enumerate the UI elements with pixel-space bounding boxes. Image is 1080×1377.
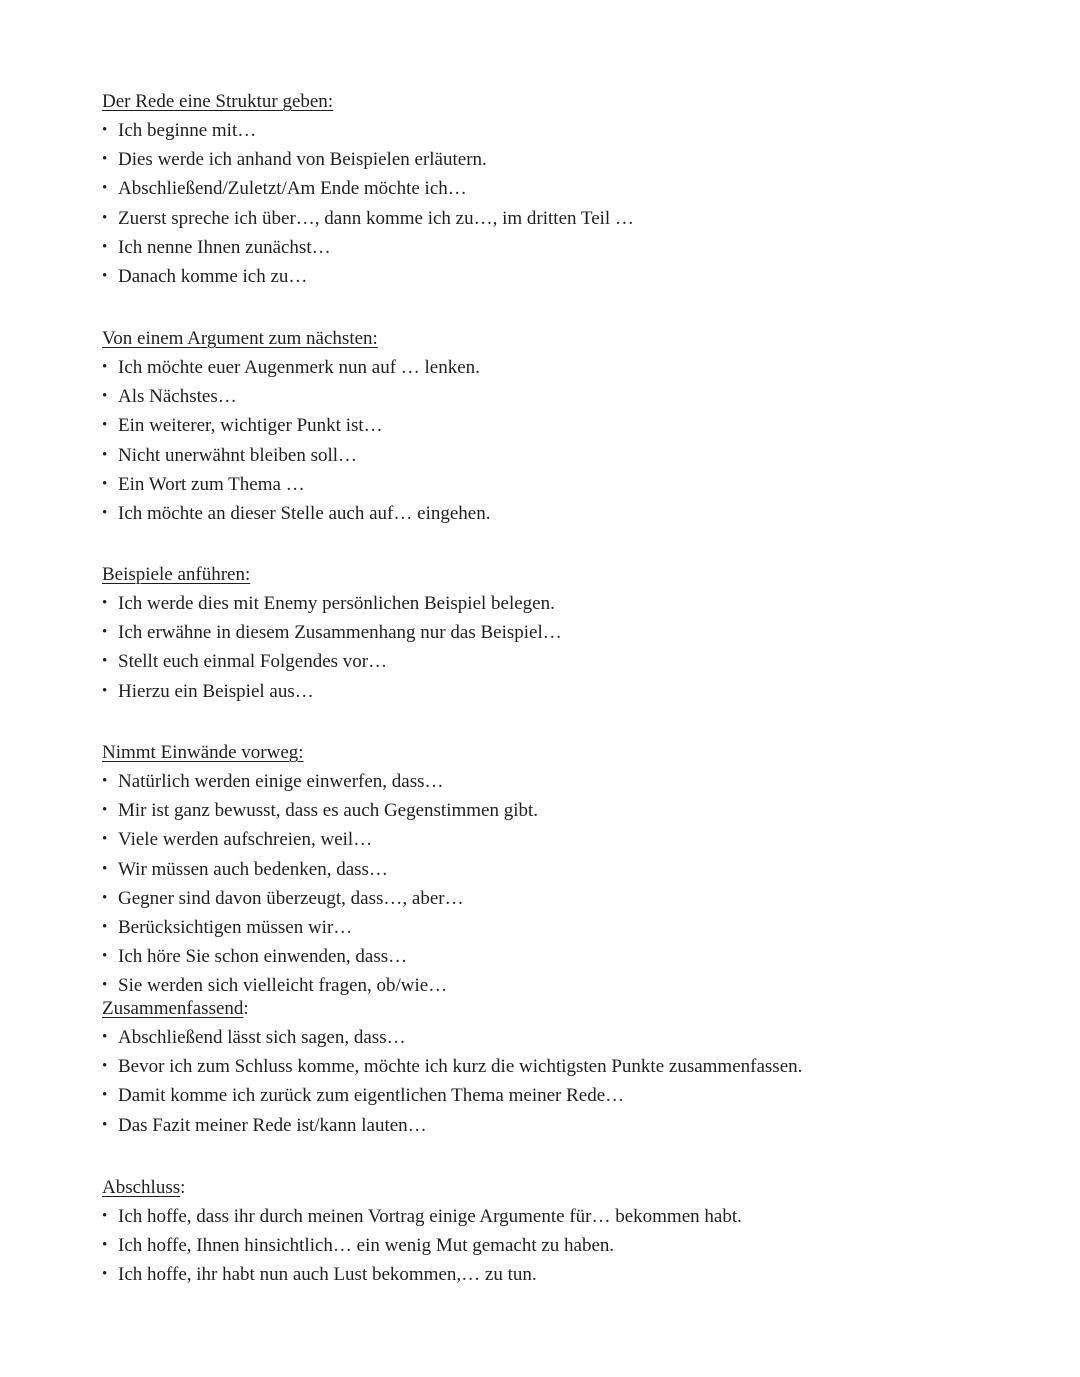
phrase-list (102, 767, 1002, 1001)
bullet-icon: • (102, 151, 108, 168)
bullet-icon: • (102, 388, 108, 405)
list-item: • Ich nenne Ihnen zunächst… (102, 233, 1002, 262)
bullet-icon: • (102, 417, 108, 434)
section-einwaende (102, 738, 1002, 1001)
list-item: • Ich höre Sie schon einwenden, dass… (102, 942, 1002, 971)
section-heading: Nimmt Einwände vorweg: (102, 742, 304, 763)
list-item: • Abschließend lässt sich sagen, dass… (102, 1023, 1002, 1052)
phrase-list (102, 1202, 1002, 1290)
section-argument (102, 324, 1002, 528)
list-item: • Bevor ich zum Schluss komme, möchte ich kurz die wichtigsten Punkte zusammenfassen. (102, 1052, 1002, 1081)
section-heading: Der Rede eine Struktur geben: (102, 91, 334, 112)
bullet-icon: • (102, 122, 108, 138)
list-item: • Das Fazit meiner Rede ist/kann lauten… (102, 1111, 1002, 1140)
bullet-icon: • (102, 446, 108, 463)
phrase-list (102, 116, 1002, 291)
bullet-icon: • (102, 595, 108, 611)
bullet-icon: • (102, 889, 108, 906)
list-item: • Nicht unerwähnt bleiben soll… (102, 441, 1002, 470)
list-item: • Sie werden sich vielleicht fragen, ob/wie… (102, 971, 1002, 1000)
bullet-icon: • (102, 802, 108, 819)
bullet-icon: • (102, 653, 108, 670)
list-item: • Ich erwähne in diesem Zusammenhang nur das Beispiel… (102, 618, 1002, 647)
list-item: • Ich möchte euer Augenmerk nun auf … lenken. (102, 353, 1002, 382)
list-item: • Mir ist ganz bewusst, dass es auch Gegenstimmen gibt. (102, 796, 1002, 825)
list-item: • Stellt euch einmal Folgendes vor… (102, 647, 1002, 676)
bullet-icon: • (102, 1029, 108, 1045)
list-item: • Danach komme ich zu… (102, 262, 1002, 291)
list-item: • Natürlich werden einige einwerfen, dass… (102, 767, 1002, 796)
bullet-icon: • (102, 1087, 108, 1104)
bullet-icon: • (102, 860, 108, 877)
bullet-icon: • (102, 475, 108, 492)
list-item: • Damit komme ich zurück zum eigentlichen Thema meiner Rede… (102, 1081, 1002, 1110)
bullet-icon: • (102, 359, 108, 375)
list-item: • Ich möchte an dieser Stelle auch auf… eingehen. (102, 499, 1002, 528)
bullet-icon: • (102, 1116, 108, 1133)
list-item: • Ich hoffe, dass ihr durch meinen Vortrag einige Argumente für… bekommen habt. (102, 1202, 1002, 1231)
phrase-list (102, 589, 1002, 706)
list-item: • Ein weiterer, wichtiger Punkt ist… (102, 411, 1002, 440)
section-heading: Beispiele anführen: (102, 564, 251, 585)
section-zusammenfassend (102, 995, 1002, 1140)
bullet-icon: • (102, 948, 108, 965)
list-item: • Als Nächstes… (102, 382, 1002, 411)
section-heading: Von einem Argument zum nächsten: (102, 328, 378, 349)
bullet-icon: • (102, 504, 108, 521)
list-item: • Ich hoffe, ihr habt nun auch Lust bekommen,… zu tun. (102, 1260, 1002, 1289)
bullet-icon: • (102, 1208, 108, 1224)
bullet-icon: • (102, 267, 108, 284)
list-item: • Dies werde ich anhand von Beispielen erläutern. (102, 145, 1002, 174)
list-item: • Ich werde dies mit Enemy persönlichen Beispiel belegen. (102, 589, 1002, 618)
bullet-icon: • (102, 1058, 108, 1075)
list-item: • Hierzu ein Beispiel aus… (102, 677, 1002, 706)
bullet-icon: • (102, 180, 108, 197)
list-item: • Wir müssen auch bedenken, dass… (102, 855, 1002, 884)
bullet-icon: • (102, 209, 108, 226)
section-struktur (102, 87, 1002, 291)
section-abschluss (102, 1173, 1002, 1290)
bullet-icon: • (102, 624, 108, 641)
bullet-icon: • (102, 918, 108, 935)
bullet-icon: • (102, 682, 108, 699)
bullet-icon: • (102, 831, 108, 848)
phrase-list (102, 353, 1002, 528)
section-beispiele (102, 560, 1002, 706)
section-heading: Zusammenfassend: (102, 998, 249, 1019)
bullet-icon: • (102, 1266, 108, 1283)
list-item: • Berücksichtigen müssen wir… (102, 913, 1002, 942)
list-item: • Abschließend/Zuletzt/Am Ende möchte ich… (102, 174, 1002, 203)
list-item: • Ein Wort zum Thema … (102, 470, 1002, 499)
list-item: • Ich beginne mit… (102, 116, 1002, 145)
list-item: • Ich hoffe, Ihnen hinsichtlich… ein wenig Mut gemacht zu haben. (102, 1231, 1002, 1260)
list-item: • Zuerst spreche ich über…, dann komme ich zu…, im dritten Teil … (102, 204, 1002, 233)
section-heading: Abschluss: (102, 1177, 186, 1198)
phrase-list (102, 1023, 1002, 1140)
bullet-icon: • (102, 977, 108, 994)
bullet-icon: • (102, 773, 108, 789)
list-item: • Gegner sind davon überzeugt, dass…, aber… (102, 884, 1002, 913)
bullet-icon: • (102, 238, 108, 255)
bullet-icon: • (102, 1237, 108, 1254)
list-item: • Viele werden aufschreien, weil… (102, 825, 1002, 854)
